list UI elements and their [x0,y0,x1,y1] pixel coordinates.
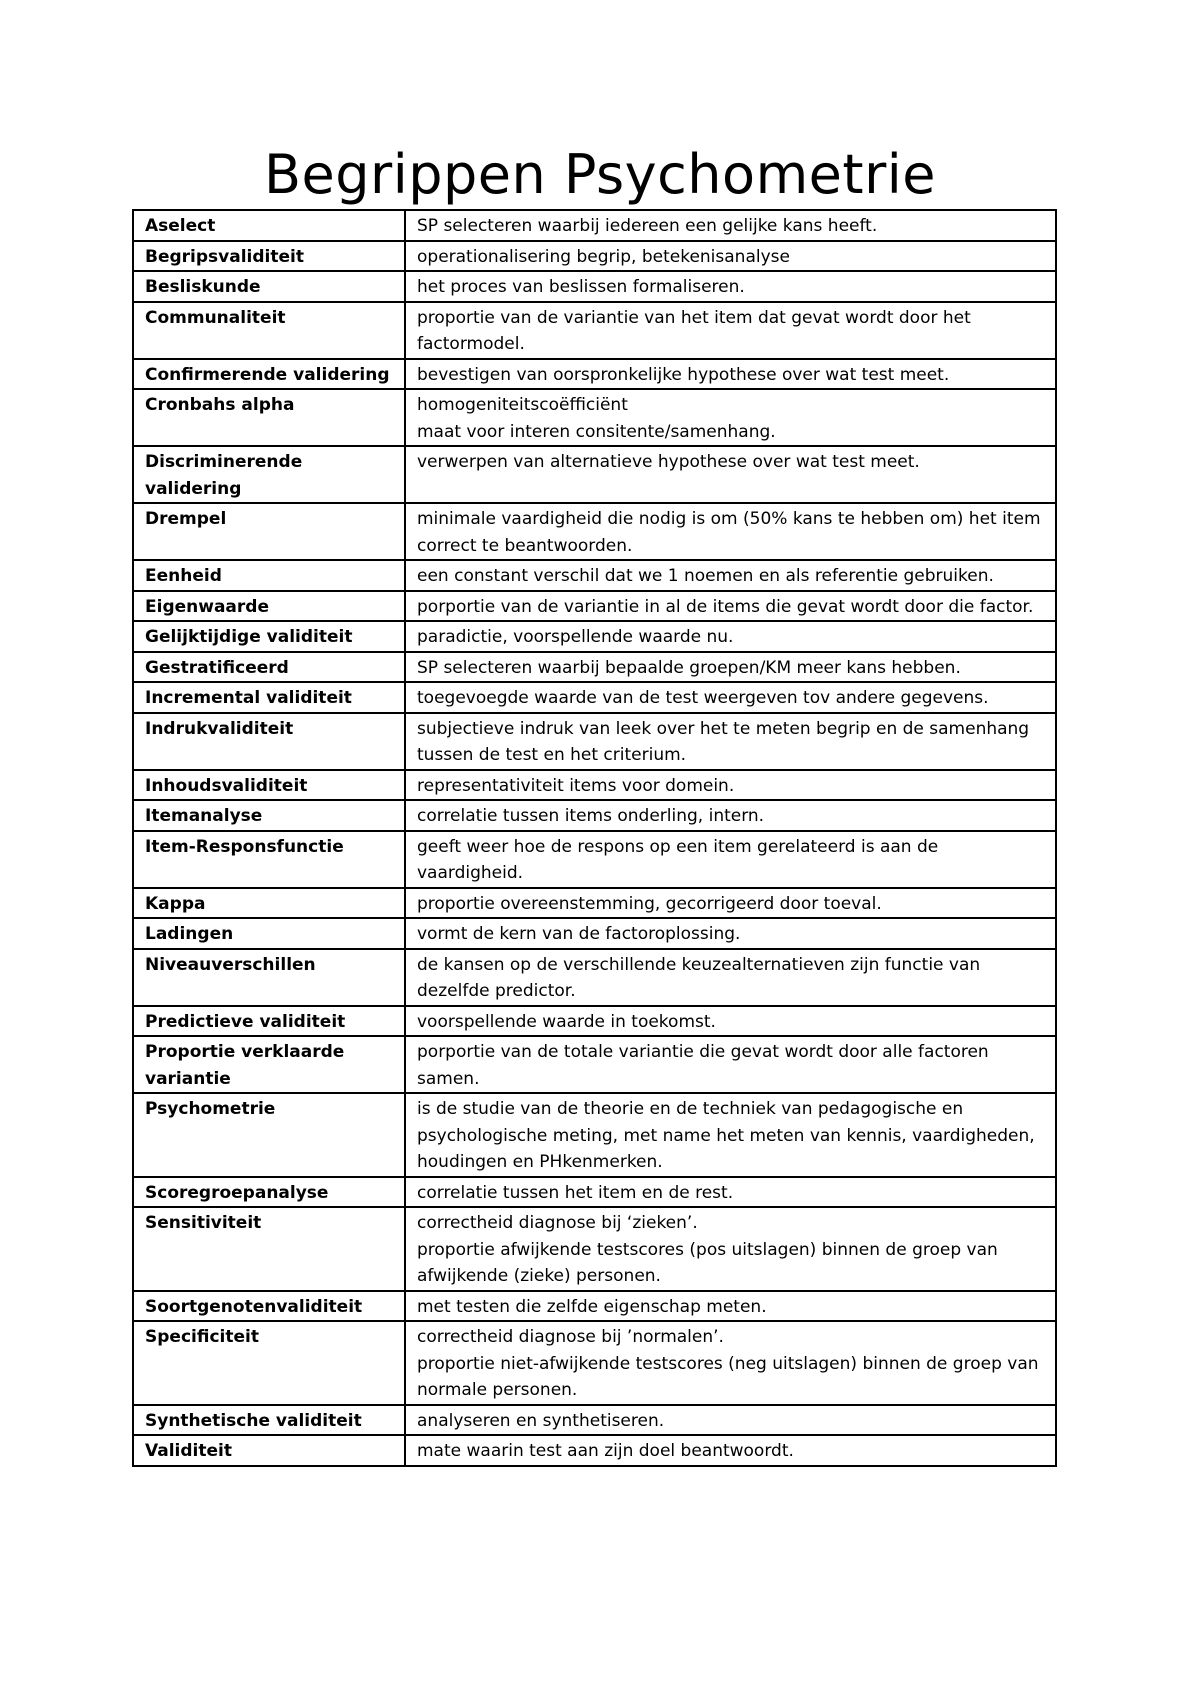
term-cell: Itemanalyse [133,800,405,831]
definition-cell: correctheid diagnose bij ’normalen’. proportie niet-afwijkende testscores (neg uitslagen) binnen de groep van normale personen. [405,1321,1056,1405]
term-cell: Scoregroepanalyse [133,1177,405,1208]
term-cell: Indrukvaliditeit [133,713,405,770]
term-cell: Begripsvaliditeit [133,241,405,272]
term-cell: Discriminerende validering [133,446,405,503]
term-cell: Specificiteit [133,1321,405,1405]
definition-cell: SP selecteren waarbij iedereen een gelijke kans heeft. [405,210,1056,241]
terms-table [132,209,1057,1467]
definition-cell: correctheid diagnose bij ‘zieken’. proportie afwijkende testscores (pos uitslagen) binnen de groep van afwijkende (zieke) personen. [405,1207,1056,1291]
terms-table-body [133,210,1056,1466]
table-row [133,831,1056,888]
definition-cell: homogeniteitscoëfficiënt maat voor interen consitente/samenhang. [405,389,1056,446]
definition-cell: geeft weer hoe de respons op een item gerelateerd is aan de vaardigheid. [405,831,1056,888]
definition-cell: porportie van de totale variantie die gevat wordt door alle factoren samen. [405,1036,1056,1093]
table-row [133,1177,1056,1208]
term-cell: Eigenwaarde [133,591,405,622]
table-row [133,446,1056,503]
term-cell: Ladingen [133,918,405,949]
term-cell: Validiteit [133,1435,405,1466]
term-cell: Gestratificeerd [133,652,405,683]
definition-cell: proportie overeenstemming, gecorrigeerd door toeval. [405,888,1056,919]
table-row [133,713,1056,770]
term-cell: Eenheid [133,560,405,591]
table-row [133,1036,1056,1093]
definition-cell: correlatie tussen items onderling, intern. [405,800,1056,831]
table-row [133,1405,1056,1436]
table-row [133,1435,1056,1466]
table-row [133,271,1056,302]
term-cell: Synthetische validiteit [133,1405,405,1436]
term-cell: Inhoudsvaliditeit [133,770,405,801]
table-row [133,359,1056,390]
term-cell: Proportie verklaarde variantie [133,1036,405,1093]
table-row [133,210,1056,241]
term-cell: Item-Responsfunctie [133,831,405,888]
definition-cell: toegevoegde waarde van de test weergeven tov andere gegevens. [405,682,1056,713]
table-row [133,770,1056,801]
definition-cell: vormt de kern van de factoroplossing. [405,918,1056,949]
definition-cell: paradictie, voorspellende waarde nu. [405,621,1056,652]
definition-cell: verwerpen van alternatieve hypothese over wat test meet. [405,446,1056,503]
term-cell: Kappa [133,888,405,919]
page-title: Begrippen Psychometrie [264,143,936,206]
table-row [133,503,1056,560]
definition-cell: met testen die zelfde eigenschap meten. [405,1291,1056,1322]
definition-cell: correlatie tussen het item en de rest. [405,1177,1056,1208]
term-cell: Drempel [133,503,405,560]
definition-cell: is de studie van de theorie en de techniek van pedagogische en psychologische meting, met name het meten van kennis, vaardigheden, houdingen en PHkenmerken. [405,1093,1056,1177]
term-cell: Confirmerende validering [133,359,405,390]
table-row [133,949,1056,1006]
definition-cell: de kansen op de verschillende keuzealternatieven zijn functie van dezelfde predictor. [405,949,1056,1006]
table-row [133,800,1056,831]
term-cell: Communaliteit [133,302,405,359]
definition-cell: mate waarin test aan zijn doel beantwoordt. [405,1435,1056,1466]
definition-cell: operationalisering begrip, betekenisanalyse [405,241,1056,272]
table-row [133,1207,1056,1291]
table-row [133,241,1056,272]
table-row [133,302,1056,359]
definition-cell: SP selecteren waarbij bepaalde groepen/KM meer kans hebben. [405,652,1056,683]
term-cell: Gelijktijdige validiteit [133,621,405,652]
table-row [133,1093,1056,1177]
table-row [133,1291,1056,1322]
table-row [133,621,1056,652]
term-cell: Predictieve validiteit [133,1006,405,1037]
table-row [133,1006,1056,1037]
definition-cell: bevestigen van oorspronkelijke hypothese over wat test meet. [405,359,1056,390]
definition-cell: proportie van de variantie van het item dat gevat wordt door het factormodel. [405,302,1056,359]
term-cell: Aselect [133,210,405,241]
table-row [133,652,1056,683]
term-cell: Sensitiviteit [133,1207,405,1291]
table-row [133,888,1056,919]
table-row [133,560,1056,591]
definition-cell: porportie van de variantie in al de items die gevat wordt door die factor. [405,591,1056,622]
definition-cell: representativiteit items voor domein. [405,770,1056,801]
definition-cell: minimale vaardigheid die nodig is om (50% kans te hebben om) het item correct te beantwoorden. [405,503,1056,560]
table-row [133,591,1056,622]
definition-cell: analyseren en synthetiseren. [405,1405,1056,1436]
table-row [133,1321,1056,1405]
term-cell: Niveauverschillen [133,949,405,1006]
definition-cell: subjectieve indruk van leek over het te meten begrip en de samenhang tussen de test en het criterium. [405,713,1056,770]
table-row [133,389,1056,446]
definition-cell: voorspellende waarde in toekomst. [405,1006,1056,1037]
term-cell: Besliskunde [133,271,405,302]
term-cell: Psychometrie [133,1093,405,1177]
term-cell: Incremental validiteit [133,682,405,713]
table-row [133,682,1056,713]
table-row [133,918,1056,949]
definition-cell: een constant verschil dat we 1 noemen en als referentie gebruiken. [405,560,1056,591]
term-cell: Soortgenotenvaliditeit [133,1291,405,1322]
definition-cell: het proces van beslissen formaliseren. [405,271,1056,302]
term-cell: Cronbahs alpha [133,389,405,446]
